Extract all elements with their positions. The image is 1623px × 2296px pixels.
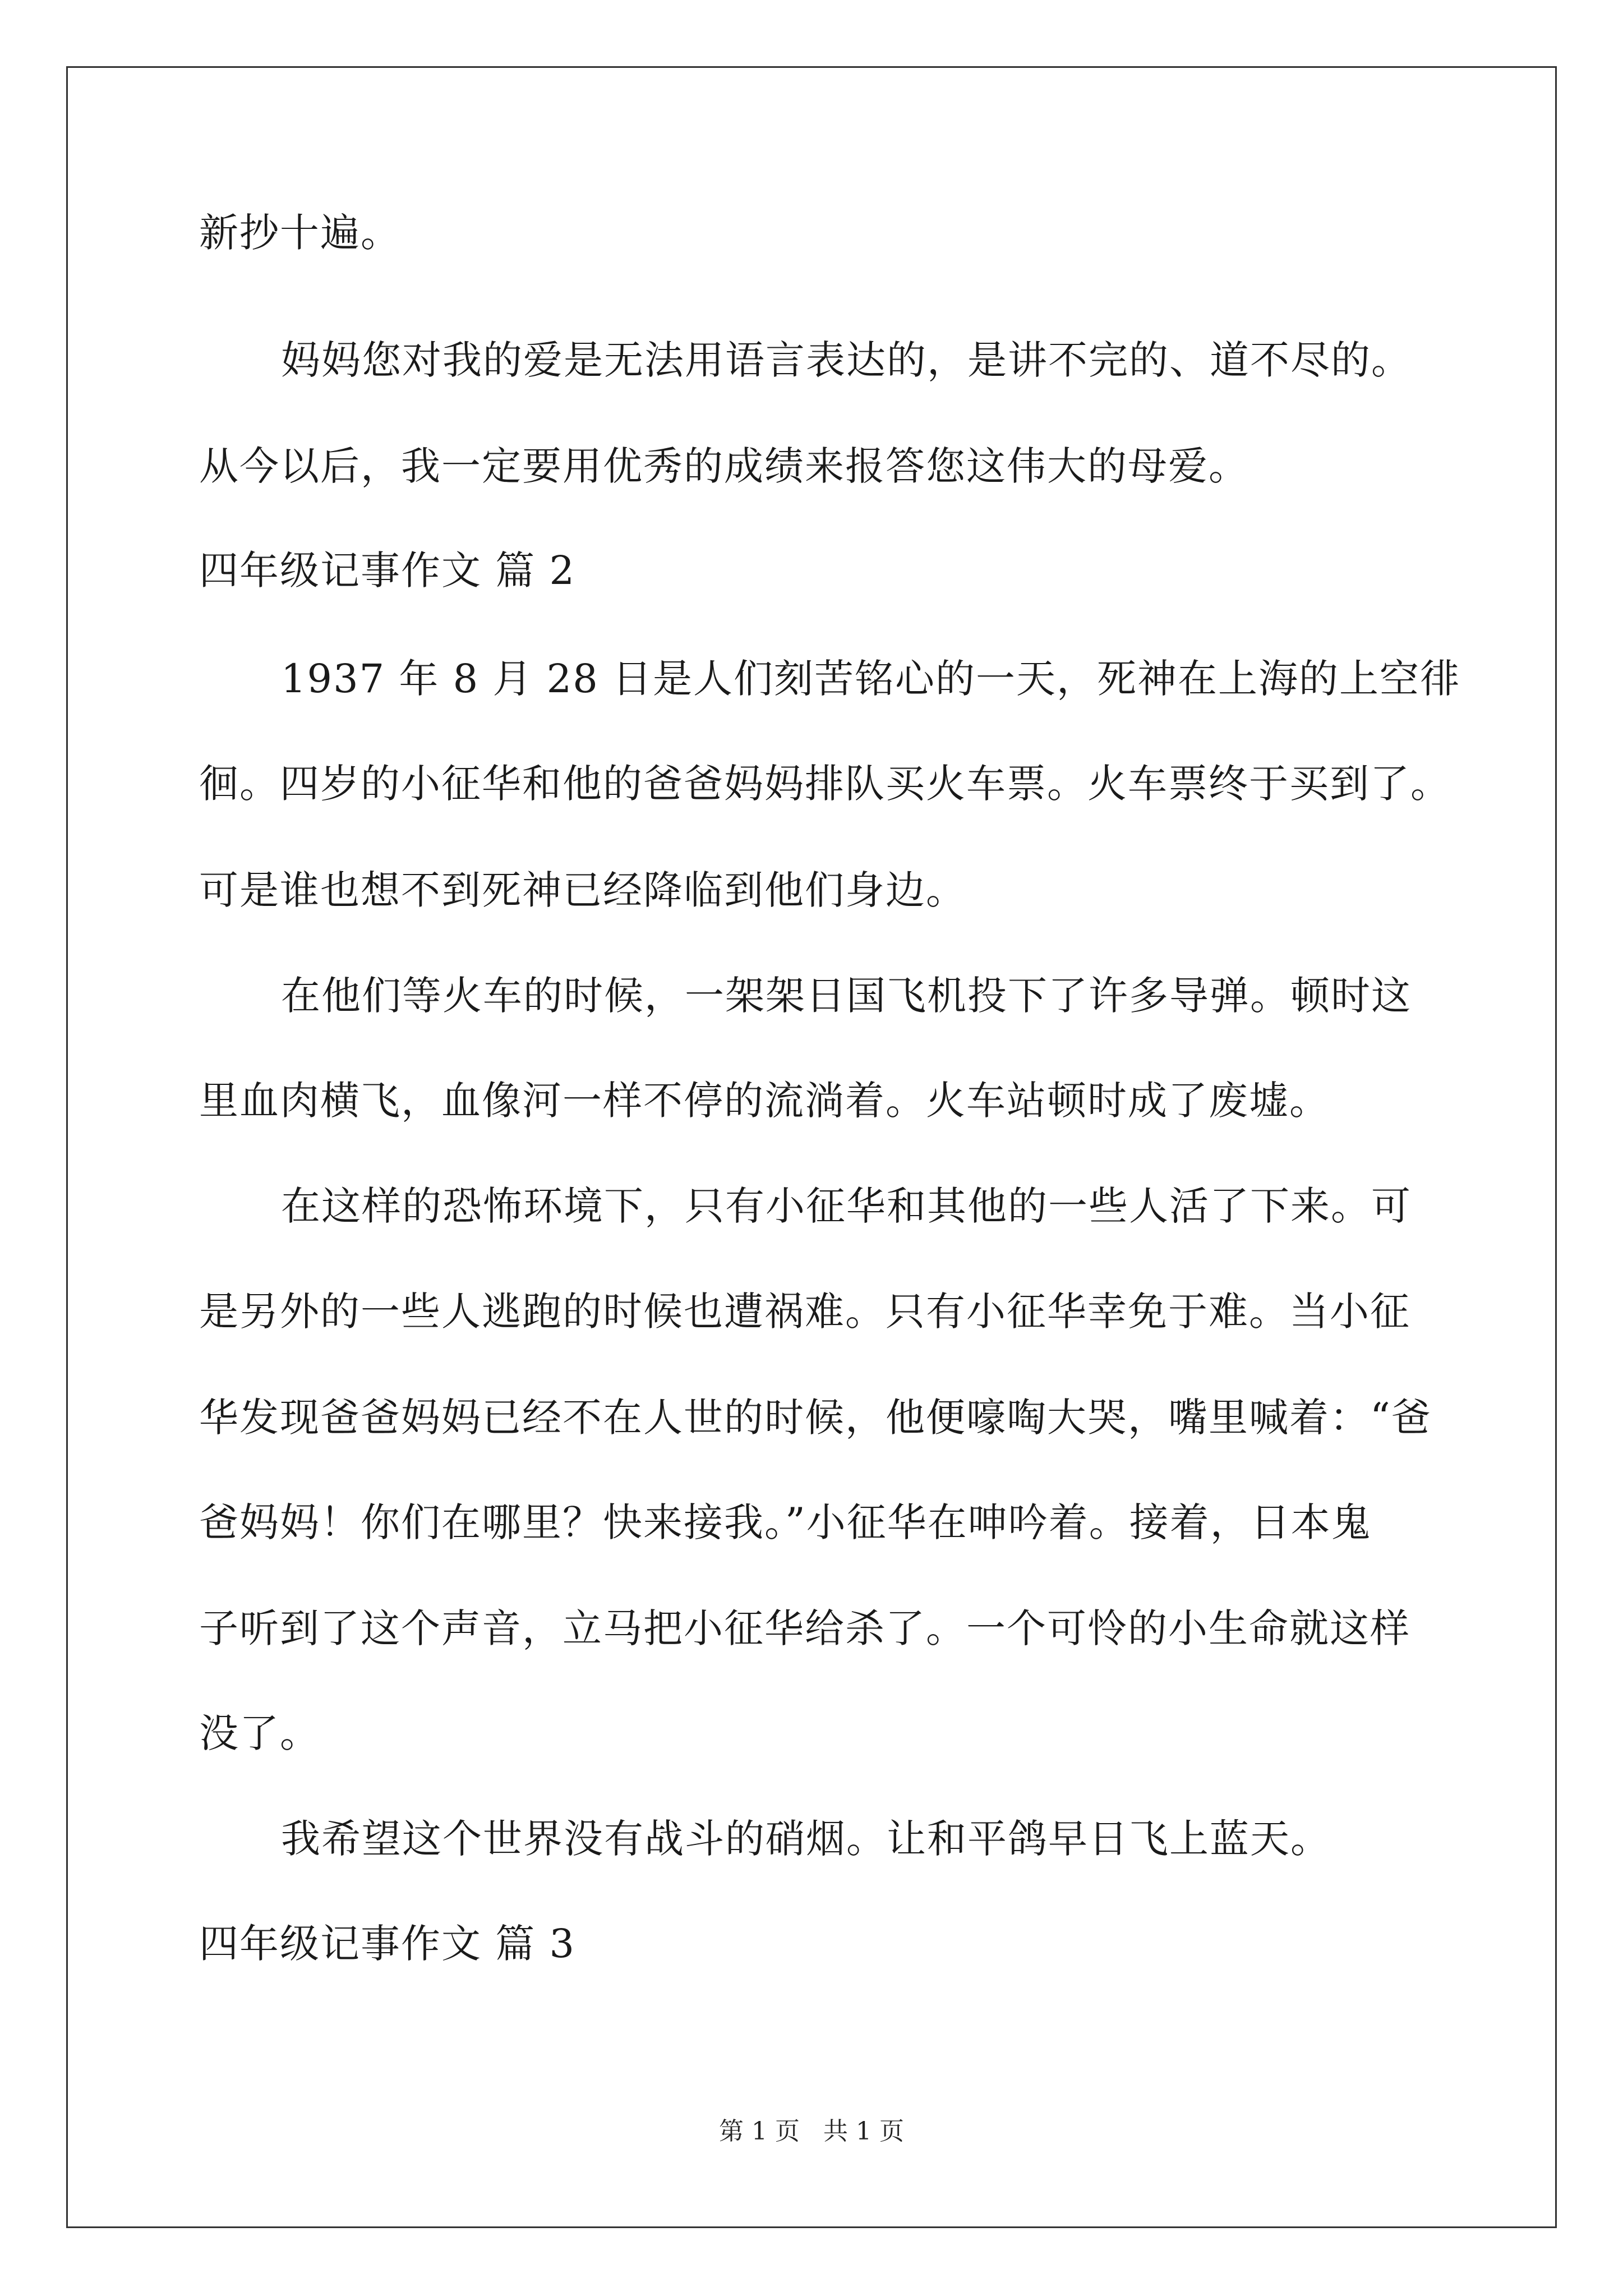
text-line: 华发现爸爸妈妈已经不在人世的时候，他便嚎啕大哭，嘴里喊着：“爸 xyxy=(199,1395,1432,1441)
section-heading: 四年级记事作文 篇 2 xyxy=(199,547,576,593)
text-line: 子听到了这个声音，立马把小征华给杀了。一个可怜的小生命就这样 xyxy=(199,1605,1410,1651)
text-line: 徊。四岁的小征华和他的爸爸妈妈排队买火车票。火车票终于买到了。 xyxy=(199,761,1451,807)
text-line: 没了。 xyxy=(199,1710,320,1756)
text-line: 可是谁也想不到死神已经降临到他们身边。 xyxy=(199,867,966,913)
text-line: 爸妈妈！你们在哪里？快来接我。”小征华在呻吟着。接着，日本鬼 xyxy=(199,1499,1372,1545)
page-border xyxy=(66,66,1557,2228)
text-line: 在他们等火车的时候，一架架日国飞机投下了许多导弹。顿时这 xyxy=(281,973,1412,1019)
page-footer xyxy=(0,2118,1623,2146)
text-line: 里血肉横飞，血像河一样不停的流淌着。火车站顿时成了废墟。 xyxy=(199,1078,1330,1124)
text-line: 新抄十遍。 xyxy=(199,210,401,256)
text-line: 1937 年 8 月 28 日是人们刻苦铭心的一天，死神在上海的上空徘 xyxy=(281,656,1461,702)
text-line: 从今以后，我一定要用优秀的成绩来报答您这伟大的母爱。 xyxy=(199,443,1249,489)
page-total: 共 1 页 xyxy=(823,2117,904,2146)
page-number: 第 1 页 xyxy=(719,2117,800,2146)
text-line: 我希望这个世界没有战斗的硝烟。让和平鸽早日飞上蓝天。 xyxy=(281,1816,1331,1862)
text-line: 是另外的一些人逃跑的时候也遭祸难。只有小征华幸免于难。当小征 xyxy=(199,1289,1410,1335)
section-heading: 四年级记事作文 篇 3 xyxy=(199,1921,576,1967)
text-line: 妈妈您对我的爱是无法用语言表达的，是讲不完的、道不尽的。 xyxy=(281,337,1412,383)
text-line: 在这样的恐怖环境下，只有小征华和其他的一些人活了下来。可 xyxy=(281,1183,1412,1229)
